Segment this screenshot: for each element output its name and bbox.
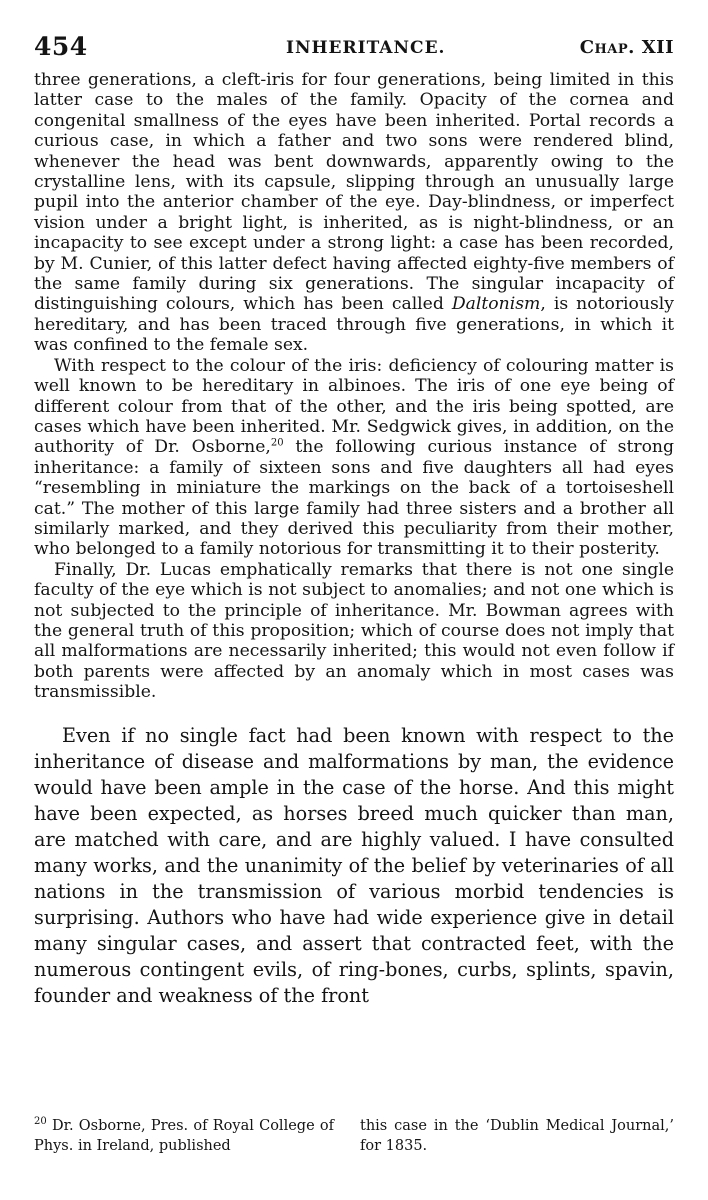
- footnote-reference: 20: [270, 437, 284, 449]
- italic-term: Daltonism: [451, 294, 541, 315]
- paragraph-text: three generations, a cleft-iris for four generations, being limited in this latter case to the males of the family. Opacity of the cornea and congenital smallness of the eyes have been inherited. Portal records a curious case, in which a father and two sons were rendered blind, whenever the head was bent downwards, apparently owing to the crystalline lens, with its capsule, slipping through an unusually large pupil into the anterior chamber of the eye. Day-blindness, or imperfect vision under a bright light, is inherited, as is night-blindness, or an incapacity to see except under a strong light: a case has been recorded, by M. Cunier, of this latter defect having affected eighty-five members of the same family during six generations. The singular incapacity of distinguishing colours, which has been called: [34, 70, 674, 315]
- footnote-text-right: this case in the ‘Dublin Medical Journal,’ for 1835.: [360, 1118, 674, 1154]
- paragraph-lucas: [34, 560, 674, 703]
- footnote-right-column: [360, 1116, 674, 1156]
- small-print-section: [34, 70, 674, 703]
- footnote-text-left: Dr. Osborne, Pres. of Royal College of Phys. in Ireland, published: [34, 1118, 334, 1154]
- paragraph-iris-colour: [34, 356, 674, 560]
- page-number: 454: [34, 32, 88, 61]
- footnote: [34, 1116, 674, 1156]
- main-text-section: [34, 723, 674, 1009]
- paragraph-text-tail: , is notoriously hereditary, and has been traced through five generations, in which it was confined to the female sex.: [34, 294, 674, 356]
- chapter-label: Chap. XII: [579, 37, 674, 58]
- paragraph-text: Finally, Dr. Lucas emphatically remarks that there is not one single faculty of the eye which is not subject to anomalies; and not one which is not subjected to the principle of inheritance. Mr. Bowman agrees with the general truth of this proposition; which of course does not imply that all malformations are necessarily inherited; this would not even follow if both parents were affected by an anomaly which in most cases was transmissible.: [34, 559, 674, 703]
- paragraph-text: With respect to the colour of the iris: deficiency of colouring matter is well known to be hereditary in albinoes. The iris of one eye being of different colour from that of the other, and the iris being spotted, are cases which have been inherited. Mr. Sedgwick gives, in addition, on the authority of Dr. Osborne,: [34, 355, 674, 458]
- paragraph-eye-defects: [34, 70, 674, 356]
- paragraph-horse: Even if no single fact had been known with respect to the inheritance of disease and malformations by man, the evidence would have been ample in the case of the horse. And this might have been expected, as horses breed much quicker than man, are matched with care, and are highly valued. I have consulted many works, and the unanimity of the belief by veterinaries of all nations in the transmission of various morbid tendencies is surprising. Authors who have had wide experience give in detail many singular cases, and assert that contracted feet, with the numerous contingent evils, of ring-bones, curbs, splints, spavin, founder and weakness of the front: [34, 723, 674, 1007]
- footnote-left-column: [34, 1116, 334, 1156]
- page-header: [34, 28, 674, 70]
- paragraph-text-tail: the following curious instance of strong inheritance: a family of sixteen sons and five daughters all had eyes “resembling in miniature the markings on the back of a tortoiseshell cat.” The mother of this large family had three sisters and a brother all similarly marked, and they derived this peculiarity from their mother, who belonged to a family notorious for transmitting it to their posterity.: [34, 437, 674, 560]
- footnote-number: 20: [34, 1116, 47, 1128]
- running-title: INHERITANCE.: [286, 38, 446, 58]
